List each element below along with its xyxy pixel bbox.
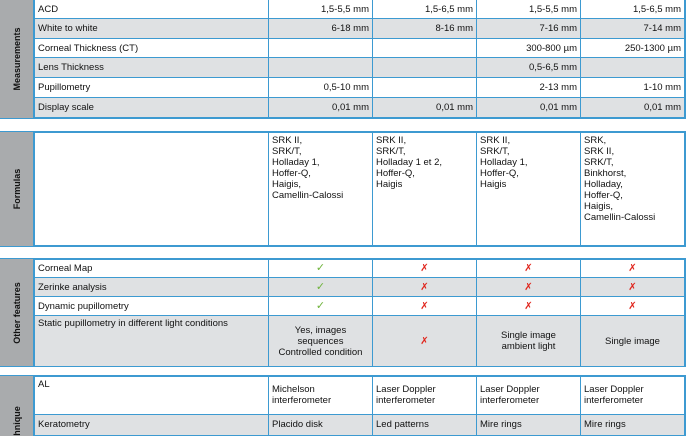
formula-line: SRK, [584,135,607,146]
row-label: Static pupillometry in different light conditions [35,316,269,367]
row-label: Display scale [35,98,269,118]
table-row [35,19,685,38]
formula-line: Hoffer-Q, [376,168,415,179]
table-row [35,377,685,415]
cell: Michelson interferometer [269,377,373,415]
row-label: AL [35,377,269,415]
cell: Single image ambient light [477,316,581,367]
cell: 0,01 mm [581,98,685,118]
cross-icon: ✗ [628,263,637,274]
cross-icon: ✗ [420,300,429,312]
cell [373,58,477,77]
cell [373,77,477,98]
table-row [35,316,685,367]
other-features-table [34,259,685,367]
cross-icon: ✗ [628,281,637,293]
cell: Laser Doppler interferometer [477,377,581,415]
formula-line: Holladay, [584,179,623,190]
cell: 300-800 µm [477,38,581,57]
table-row [35,58,685,77]
table-row [35,297,685,316]
cell: 0,5-10 mm [269,77,373,98]
cell: 1,5-5,5 mm [477,0,581,19]
cell: 6-18 mm [269,19,373,38]
cell [269,38,373,57]
check-icon: ✓ [315,280,326,293]
formula-line: SRK II, [584,146,615,157]
formula-line: Camellin-Calossi [272,190,344,201]
measurements-section [0,0,686,119]
table-row [35,414,685,435]
cell: Yes, images sequences Controlled condition [269,316,373,367]
formula-line: SRK/T, [272,146,302,157]
measurements-sidebar [0,0,34,118]
formula-line: Holladay 1, [480,157,528,168]
table-row [35,133,685,246]
table-row [35,0,685,19]
formula-line: Holladay 1 et 2, [376,157,443,168]
cross-icon: ✗ [524,300,533,312]
row-label: Dynamic pupillometry [35,297,269,316]
formula-line: SRK II, [376,135,407,146]
row-label: Keratometry [35,414,269,435]
other-features-section [0,258,686,367]
cross-icon: ✗ [420,263,429,274]
cell: 7-14 mm [581,19,685,38]
cell: 0,5-6,5 mm [477,58,581,77]
cell [269,58,373,77]
cell: 0,01 mm [269,98,373,118]
cross-icon: ✗ [524,263,533,274]
formula-line: SRK/T, [376,146,406,157]
cell: 0,01 mm [477,98,581,118]
formula-cell [373,133,477,246]
cell: Single image [581,316,685,367]
check-icon: ✓ [315,262,326,274]
cell: 250-1300 µm [581,38,685,57]
row-label: Lens Thickness [35,58,269,77]
formulas-sidebar [0,132,34,246]
table-row [35,38,685,57]
formulas-label: Formulas [11,168,22,210]
cell [373,38,477,57]
formula-line: SRK II, [272,135,303,146]
row-label [35,133,269,246]
measurements-label: Measurements [11,26,22,91]
cell: 0,01 mm [373,98,477,118]
cell: 1,5-6,5 mm [373,0,477,19]
formula-cell [581,133,685,246]
table-row [35,260,685,278]
row-label: White to white [35,19,269,38]
formula-line: Haigis, [272,179,302,190]
cell: Laser Doppler interferometer [373,377,477,415]
technique-section [0,375,686,436]
row-label: Pupillometry [35,77,269,98]
cell: 1-10 mm [581,77,685,98]
formula-line: SRK/T, [480,146,510,157]
cell: 8-16 mm [373,19,477,38]
formula-line: Hoffer-Q, [480,168,519,179]
formula-line: SRK II, [480,135,511,146]
other-features-sidebar [0,259,34,366]
cross-icon: ✗ [420,281,429,293]
row-label: Corneal Thickness (CT) [35,38,269,57]
cell [581,58,685,77]
formula-line: Hoffer-Q, [272,168,311,179]
formula-line: Haigis [376,179,403,190]
formula-line: Haigis, [584,201,614,212]
cell: 7-16 mm [477,19,581,38]
formula-line: Binkhorst, [584,168,627,179]
row-label: ACD [35,0,269,19]
measurements-table [34,0,685,118]
cell: 1,5-5,5 mm [269,0,373,19]
cross-icon: ✗ [628,300,637,312]
formula-line: SRK/T, [584,157,614,168]
formula-line: Camellin-Calossi [584,212,656,223]
cell: 1,5-6,5 mm [581,0,685,19]
technique-label: hnique [11,406,22,436]
other-features-label: Other features [11,281,22,344]
technique-table [34,376,685,436]
table-row [35,77,685,98]
formula-cell [269,133,373,246]
table-row [35,98,685,118]
row-label: Zerinke analysis [35,278,269,297]
cell: Mire rings [477,414,581,435]
cell: Led patterns [373,414,477,435]
cell: Mire rings [581,414,685,435]
technique-sidebar [0,376,34,436]
cell: 2-13 mm [477,77,581,98]
row-label: Corneal Map [35,260,269,278]
cross-icon: ✗ [420,335,429,347]
table-row [35,278,685,297]
formula-line: Holladay 1, [272,157,320,168]
formula-line: Hoffer-Q, [584,190,623,201]
cell: Placido disk [269,414,373,435]
formula-cell [477,133,581,246]
cell: Laser Doppler interferometer [581,377,685,415]
check-icon: ✓ [315,299,326,312]
formulas-table [34,132,685,246]
formula-line: Haigis [480,179,507,190]
cross-icon: ✗ [524,281,533,293]
formulas-section [0,131,686,247]
